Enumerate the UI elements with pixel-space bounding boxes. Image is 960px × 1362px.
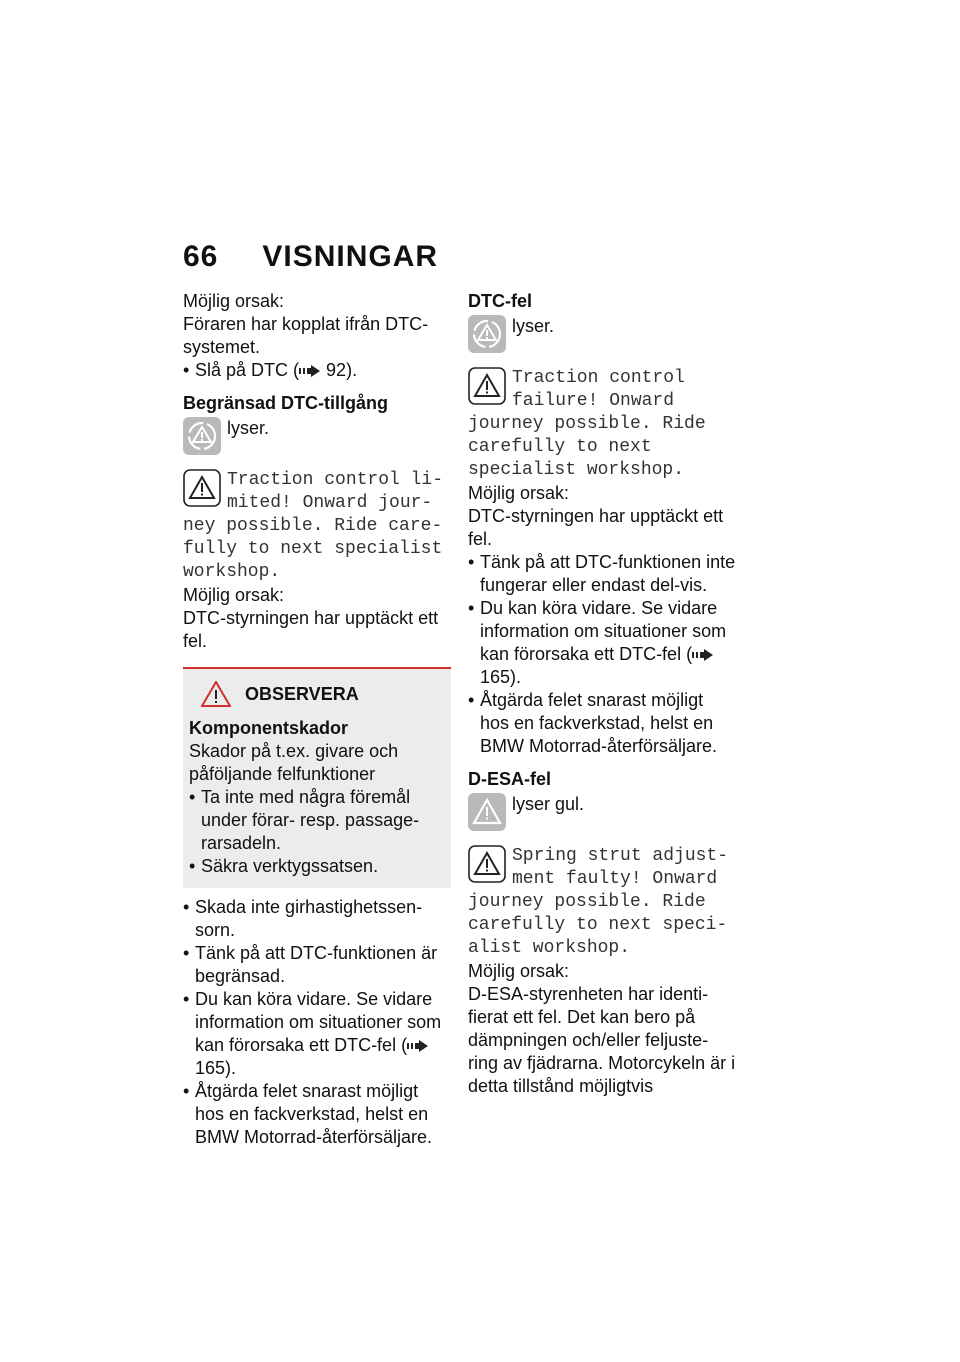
indicator-status: lyser. — [227, 418, 270, 438]
list-item: • Du kan köra vidare. Se vidare information om situationer som kan förorsaka ett DTC-fel ( 165). — [468, 597, 736, 689]
action-item: • Slå på DTC ( 92). — [183, 359, 451, 382]
general-warning-icon — [468, 793, 506, 831]
cause-label: Möjlig orsak: — [183, 291, 285, 311]
list-item: • Skada inte girhastighetssen-sorn. — [183, 896, 451, 942]
page-number: 66 — [183, 240, 219, 273]
warning-triangle-icon — [468, 845, 506, 883]
cause-text: DTC-styrningen har upptäckt ett fel. — [183, 608, 439, 651]
caution-icon — [201, 681, 231, 707]
section-heading: D-ESA-fel — [468, 769, 552, 789]
cause-text: DTC-styrningen har upptäckt ett fel. — [468, 506, 724, 549]
cause-text: D-ESA-styrenheten har identi-fierat ett fel. Det kan bero på dämpningen och/eller feljuste-ring av fjädrarna. Motorcykeln är i detta tillstånd möjligtvis — [468, 984, 736, 1096]
right-column — [468, 290, 736, 1098]
warning-triangle-icon — [468, 367, 506, 405]
page-header — [183, 240, 438, 274]
cause-label: Möjlig orsak: — [183, 585, 285, 605]
list-item: • Tänk på att DTC-funktionen inte fungerar eller endast del-vis. — [468, 551, 736, 597]
notice-bullet: • Säkra verktygssatsen. — [189, 855, 445, 878]
dtc-warning-icon — [183, 417, 221, 455]
warning-triangle-icon — [183, 469, 221, 507]
notice-text: Skador på t.ex. givare och påföljande felfunktioner — [189, 741, 399, 784]
list-item: • Åtgärda felet snarast möjligt hos en fackverkstad, helst en BMW Motorrad-återförsäljare. — [468, 689, 736, 758]
section-heading: Begränsad DTC-tillgång — [183, 393, 389, 413]
notice-bullet: • Ta inte med några föremål under förar- resp. passage-rarsadeln. — [189, 786, 445, 855]
cause-text: Föraren har kopplat ifrån DTC-systemet. — [183, 314, 429, 357]
display-message: Traction control li- mited! Onward jour- ney possible. Ride care-fully to next specialist workshop. — [183, 470, 444, 582]
cause-label: Möjlig orsak: — [468, 483, 570, 503]
notice-title: OBSERVERA — [201, 681, 445, 707]
left-column — [183, 290, 451, 1149]
notice-heading: Komponentskador — [189, 718, 349, 738]
notice-box — [183, 667, 451, 888]
indicator-row — [468, 793, 736, 837]
indicator-row — [468, 315, 736, 359]
indicator-status: lyser. — [512, 316, 555, 336]
page-reference-icon — [299, 365, 321, 377]
section-heading: DTC-fel — [468, 291, 532, 311]
display-message: Spring strut adjust- ment faulty! Onward journey possible. Ride carefully to next speci-alist workshop. — [468, 846, 729, 958]
dtc-warning-icon — [468, 315, 506, 353]
indicator-status: lyser gul. — [512, 794, 585, 814]
list-item: • Tänk på att DTC-funktionen är begränsad. — [183, 942, 451, 988]
list-item: • Åtgärda felet snarast möjligt hos en fackverkstad, helst en BMW Motorrad-återförsäljare. — [183, 1080, 451, 1149]
page-reference-icon — [407, 1040, 429, 1052]
display-message: Traction control failure! Onward journey possible. Ride carefully to next specialist workshop. — [468, 368, 706, 480]
page-reference-icon — [692, 649, 714, 661]
list-item: • Du kan köra vidare. Se vidare information om situationer som kan förorsaka ett DTC-fel ( 165). — [183, 988, 451, 1080]
page-title: VISNINGAR — [262, 240, 439, 273]
cause-label: Möjlig orsak: — [468, 961, 570, 981]
indicator-row — [183, 417, 451, 461]
